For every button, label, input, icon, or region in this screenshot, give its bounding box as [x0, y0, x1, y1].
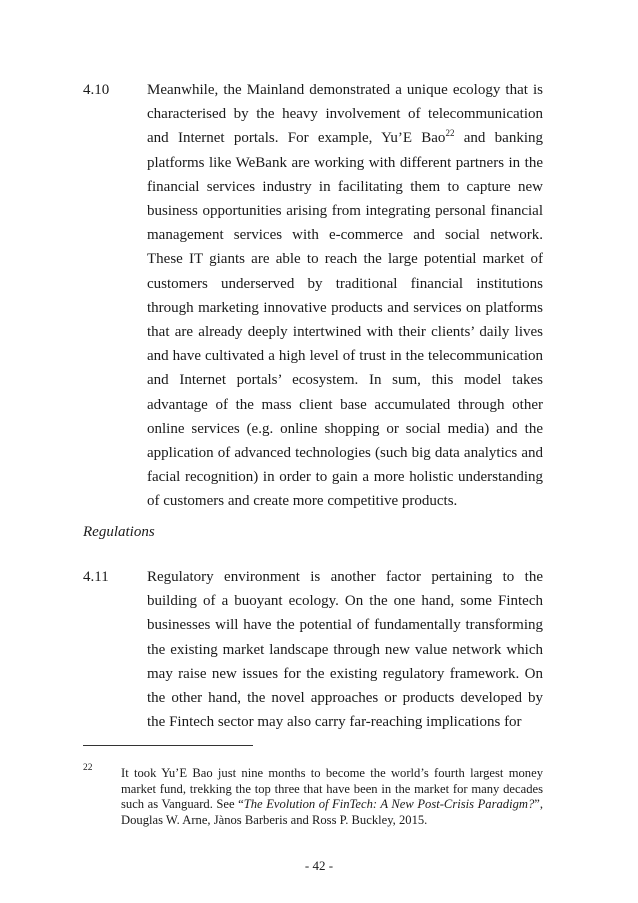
- footnote-number: 22: [83, 763, 93, 773]
- footnote-text-part: It took Yu’E Bao just nine months to become the world’s fourth largest money market fund, trekking the top three that have been in the market for many decades such as Vanguard. See “: [121, 766, 543, 812]
- paragraph-text-part: and banking platforms like WeBank are working with different partners in the financial services industry in facilitating them to capture new business opportunities arising from integrating personal financial management services with e-commerce and social network. These IT giants are able to reach the large potential market of customers underserved by traditional financial institutions through marketing innovative products and services on platforms that are already deeply intertwined with their clients’ daily lives and have cultivated a high level of trust in the telecommunication and Internet portals’ ecosystem. In sum, this model takes advantage of the mass client base accumulated through other online services (e.g. online shopping or social media) and the application of advanced technologies (such big data analytics and facial recognition) in order to gain a more holistic understanding of customers and create more competitive products.: [147, 130, 543, 510]
- section-heading: Regulations: [83, 524, 155, 540]
- footnote-text-part: ”, Douglas W. Arne, Jànos Barberis and Ross P. Buckley, 2015.: [121, 797, 544, 827]
- footnote-text: [121, 766, 543, 828]
- paragraph-number: 4.10: [83, 82, 110, 98]
- paragraph-number: 4.11: [83, 569, 109, 585]
- footnote-separator: [83, 745, 253, 746]
- paragraph-text-part: Meanwhile, the Mainland demonstrated a unique ecology that is characterised by the heavy involvement of telecommunication and Internet portals. For example, Yu’E Bao: [147, 82, 543, 147]
- paragraph-text: Regulatory environment is another factor pertaining to the building of a buoyant ecology. On the one hand, some Fintech businesses will have the potential of fundamentally transforming the existing market landscape through new value network which may raise new issues for the existing regulatory framework. On the other hand, the novel approaches or products developed by the Fintech sector may also carry far-reaching implications for: [147, 569, 543, 731]
- footnote-reference[interactable]: 22: [445, 128, 455, 139]
- page-number: - 42 -: [304, 858, 334, 873]
- paragraph-text: [147, 78, 543, 514]
- footnote-cited-title: The Evolution of FinTech: A New Post-Crisis Paradigm?: [243, 797, 535, 812]
